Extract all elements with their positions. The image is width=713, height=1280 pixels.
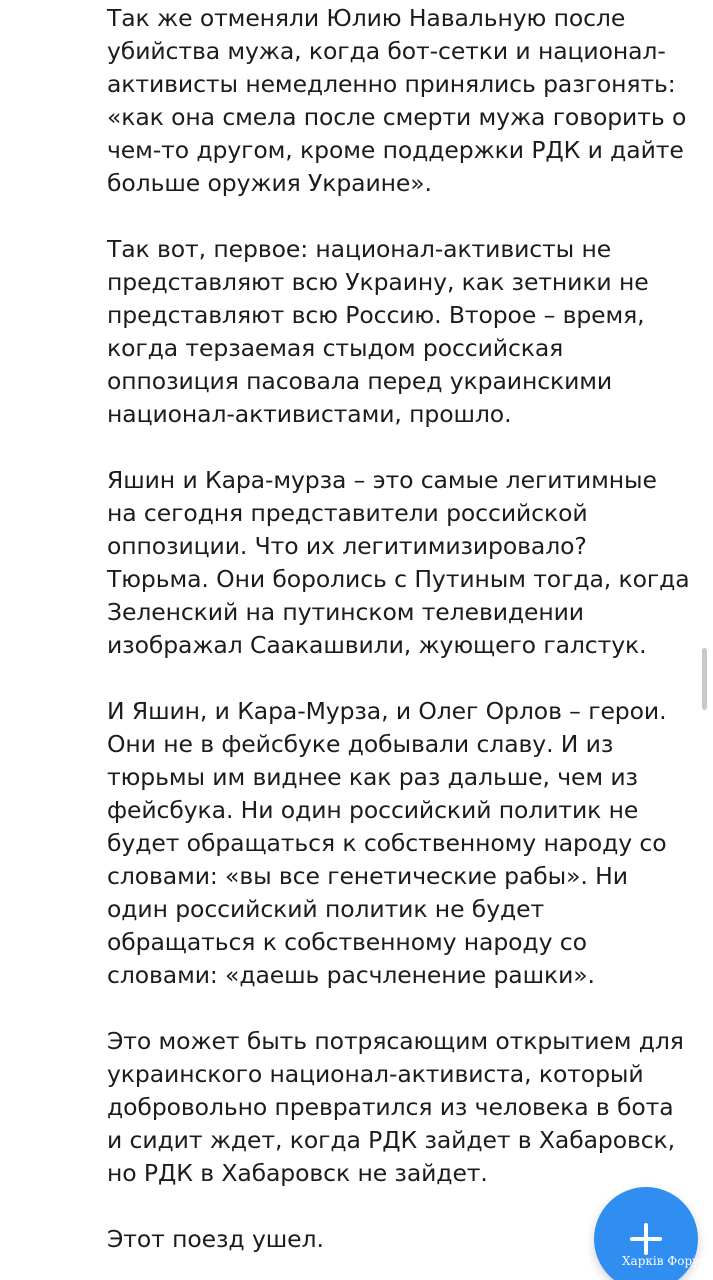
paragraph-2: Так вот, первое: национал-активисты не представляют всю Украину, как зетники не представляют всю Россию. Второе – время, когда терзаемая стыдом российская оппозиция пасовала перед украинскими национал-активистами, прошло.: [107, 235, 649, 428]
paragraph-6: Этот поезд ушел.: [107, 1225, 324, 1253]
paragraph-5: Это может быть потрясающим открытием для украинского национал-активиста, который добровольно превратился из человека в бота и сидит ждет, когда РДК зайдет в Хабаровск, но РДК в Хабаровск не зайдет.: [107, 1027, 684, 1187]
paragraph-4: И Яшин, и Кара-Мурза, и Олег Орлов – герои. Они не в фейсбуке добывали славу. И из тюрьмы им виднее как раз дальше, чем из фейсбука. Ни один российский политик не будет обращаться к собственному народу со словами: «вы все генетические рабы». Ни один российский политик не будет обращаться к собственному народу со словами: «даешь расчленение рашки».: [107, 697, 667, 989]
paragraph-1: Так же отменяли Юлию Навальную после убийства мужа, когда бот-сетки и национал- активисты немедленно принялись разгонять: «как она смела после смерти мужа говорить о чем-то другом, кроме поддержки РДК и дайте больше оружия Украине».: [107, 4, 687, 197]
paragraph-3: Яшин и Кара-мурза – это самые легитимные на сегодня представители российской оппозиции. Что их легитимизировало? Тюрьма. Они боролись с Путиным тогда, когда Зеленский на путинском телевидении изображал Саакашвили, жующего галстук.: [107, 466, 690, 659]
watermark: Харків Форум: [622, 1254, 709, 1268]
scrollbar-thumb[interactable]: [702, 648, 707, 710]
article-body: [107, 2, 697, 1280]
plus-icon: [628, 1221, 664, 1257]
